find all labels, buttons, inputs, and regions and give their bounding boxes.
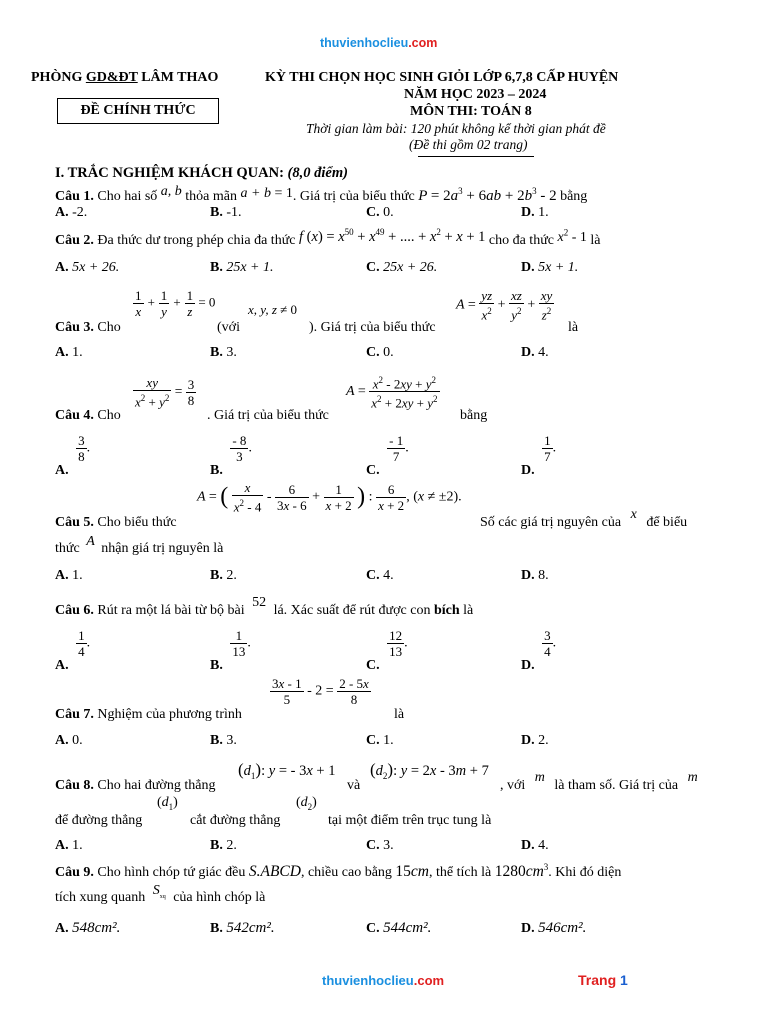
q9-option-b[interactable]: B. 542cm². [210, 920, 275, 936]
question-7: Câu 7. Nghiệm của phương trình [55, 707, 242, 722]
q8-option-a[interactable]: A. 1. [55, 838, 83, 853]
q8-d2-ref: $(d_2)$ [296, 795, 317, 812]
question-5-text-3: thức A nhận giá trị nguyên là [55, 534, 224, 556]
q5-option-a[interactable]: A. 1. [55, 568, 83, 583]
q2-option-d[interactable]: D. 5x + 1. [521, 260, 579, 275]
q7-option-c[interactable]: C. 1. [366, 733, 394, 748]
q5-option-b[interactable]: B. 2. [210, 568, 237, 583]
q3-option-c[interactable]: C. 0. [366, 345, 394, 360]
q5-option-d[interactable]: D. 8. [521, 568, 549, 583]
question-3: Câu 3. Cho [55, 320, 121, 335]
q6-option-c[interactable]: C. $\frac{12}{13}$ . [366, 628, 408, 673]
q4-option-a[interactable]: A. $\frac{3}{8}$ . [55, 433, 91, 478]
question-9-text-2: tích xung quanh $S_{xq}$ của hình chóp là [55, 883, 266, 905]
official-exam-box: ĐỀ CHÍNH THỨC [57, 98, 219, 124]
site-watermark-bottom: thuvienhoclieu.com [322, 973, 445, 988]
q8-option-b[interactable]: B. 2. [210, 838, 237, 853]
q1-option-a[interactable]: A. -2. [55, 205, 88, 220]
header-rule [418, 156, 534, 157]
q5-option-c[interactable]: C. 4. [366, 568, 394, 583]
q8-line-d2: $(d_2)$: y = 2x - 3m + 7 [370, 760, 489, 781]
q1-option-d[interactable]: D. 1. [521, 205, 549, 220]
q3-option-d[interactable]: D. 4. [521, 345, 549, 360]
question-1: Câu 1. Cho hai số a, b thỏa mãn a + b = 1. Giá trị của biểu thức $P = 2a^3 + 6ab + 2b^3 - 2$ bằng [55, 184, 588, 204]
q6-option-b[interactable]: B. $\frac{1}{13}$ . [210, 628, 251, 673]
q2-option-b[interactable]: B. 25x + 1. [210, 260, 274, 275]
subject: MÔN THI: TOÁN 8 [410, 104, 532, 119]
question-8-text-4: để đường thẳng [55, 813, 143, 828]
exam-title: KỲ THI CHỌN HỌC SINH GIỎI LỚP 6,7,8 CẤP HUYỆN [265, 70, 619, 85]
q9-option-d[interactable]: D. 546cm². [521, 920, 587, 936]
q4-condition-formula: $\frac{xy}{x^2 + y^2}$ = $\frac{3}{8}$ [135, 375, 195, 410]
q7-option-a[interactable]: A. 0. [55, 733, 83, 748]
question-5: Câu 5. Cho biểu thức [55, 515, 177, 530]
q9-option-a[interactable]: A. 548cm². [55, 920, 121, 936]
q3-nonzero-condition: x, y, z ≠ 0 [248, 302, 298, 317]
q8-line-d1: $(d_1)$: y = - 3x + 1 [238, 760, 336, 781]
site-watermark-top [320, 36, 437, 50]
page-count: (Đề thi gồm 02 trang) [409, 137, 528, 152]
q4-expression-A: A = $\frac{x^2 - 2xy + y^2}{x^2 + 2xy + y^2}$ [346, 375, 438, 411]
q2-option-a[interactable]: A. 5x + 26. [55, 260, 120, 275]
q3-expression-A: A = $\frac{yz}{x^2}$ + $\frac{xz}{y^2}$ + $\frac{xy}{z^2}$ [456, 288, 553, 323]
question-7-text-2: là [394, 707, 405, 722]
q3-option-b[interactable]: B. 3. [210, 345, 237, 360]
question-8-text-6: tại một điểm trên trục tung là [328, 813, 492, 828]
question-6: Câu 6. Rút ra một lá bài từ bộ bài 52 lá. Xác suất để rút được con bích là [55, 595, 474, 618]
site-name: thuvienhoclieu [320, 36, 409, 50]
q4-option-d[interactable]: D. $\frac{1}{7}$ . [521, 433, 557, 478]
q2-option-c[interactable]: C. 25x + 26. [366, 260, 438, 275]
q8-d1-ref: $(d_1)$ [157, 795, 178, 812]
q3-condition-formula: $\frac{1}{x}$ + $\frac{1}{y}$ + $\frac{1}{z}$ = 0 [135, 288, 216, 319]
question-4-text-3: bằng [460, 408, 488, 423]
q1-option-b[interactable]: B. -1. [210, 205, 242, 220]
section-title: I. TRẮC NGHIỆM KHÁCH QUAN: (8,0 điểm) [55, 165, 348, 181]
q5-expression-A: A = ( $\frac{x}{x^2 - 4}$ - $\frac{6}{3x - 6}$ + $\frac{1}{x + 2}$ ) : $\frac{6}{x + 2}$ , (x ≠ ±2). [197, 480, 462, 515]
q1-option-c[interactable]: C. 0. [366, 205, 394, 220]
question-3-text-2: (với [217, 320, 240, 335]
question-8-text-2: và [347, 778, 361, 793]
site-domain: .com [408, 36, 438, 50]
q4-option-c[interactable]: C. $\frac{- 1}{7}$ . [366, 433, 409, 478]
question-2: Câu 2. Đa thức dư trong phép chia đa thức f $(x) = x^{50} + x^{49}$ + .... + $x^2 + x + 1$ cho đa thức $x^2 - 1$ là [55, 227, 601, 248]
q7-option-d[interactable]: D. 2. [521, 733, 549, 748]
q7-equation: $\frac{3x - 1}{5}$ - 2 = $\frac{2 - 5x}{8}$ [272, 676, 369, 707]
question-8: Câu 8. Cho hai đường thẳng [55, 778, 216, 793]
question-8-text-5: cắt đường thẳng [190, 813, 281, 828]
question-4: Câu 4. Cho [55, 408, 121, 423]
question-4-text-2: . Giá trị của biểu thức [207, 408, 329, 423]
q4-option-b[interactable]: B. $\frac{- 8}{3}$ . [210, 433, 252, 478]
q7-option-b[interactable]: B. 3. [210, 733, 237, 748]
question-5-text-2: Số các giá trị nguyên của x để biểu [480, 507, 688, 530]
question-8-text-3: , với m là tham số. Giá trị của m [500, 770, 698, 793]
q6-option-a[interactable]: A. $\frac{1}{4}$ . [55, 628, 91, 673]
q3-option-a[interactable]: A. 1. [55, 345, 83, 360]
page-number: Trang 1 [578, 972, 628, 988]
question-9: Câu 9. Cho hình chóp tứ giác đều S.ABCD, chiều cao bằng 15cm, thể tích là $1280cm^3$. Khi đó diện [55, 862, 622, 881]
q8-option-c[interactable]: C. 3. [366, 838, 394, 853]
question-3-text-3: ). Giá trị của biểu thức [309, 320, 436, 335]
time-allowed: Thời gian làm bài: 120 phút không kể thời gian phát đề [306, 121, 606, 136]
school-year: NĂM HỌC 2023 – 2024 [404, 87, 547, 102]
question-3-text-4: là [568, 320, 579, 335]
q8-option-d[interactable]: D. 4. [521, 838, 549, 853]
q9-option-c[interactable]: C. 544cm². [366, 920, 432, 936]
department-name: PHÒNG GD&ĐT LÂM THAO [31, 70, 219, 85]
q6-option-d[interactable]: D. $\frac{3}{4}$ . [521, 628, 557, 673]
